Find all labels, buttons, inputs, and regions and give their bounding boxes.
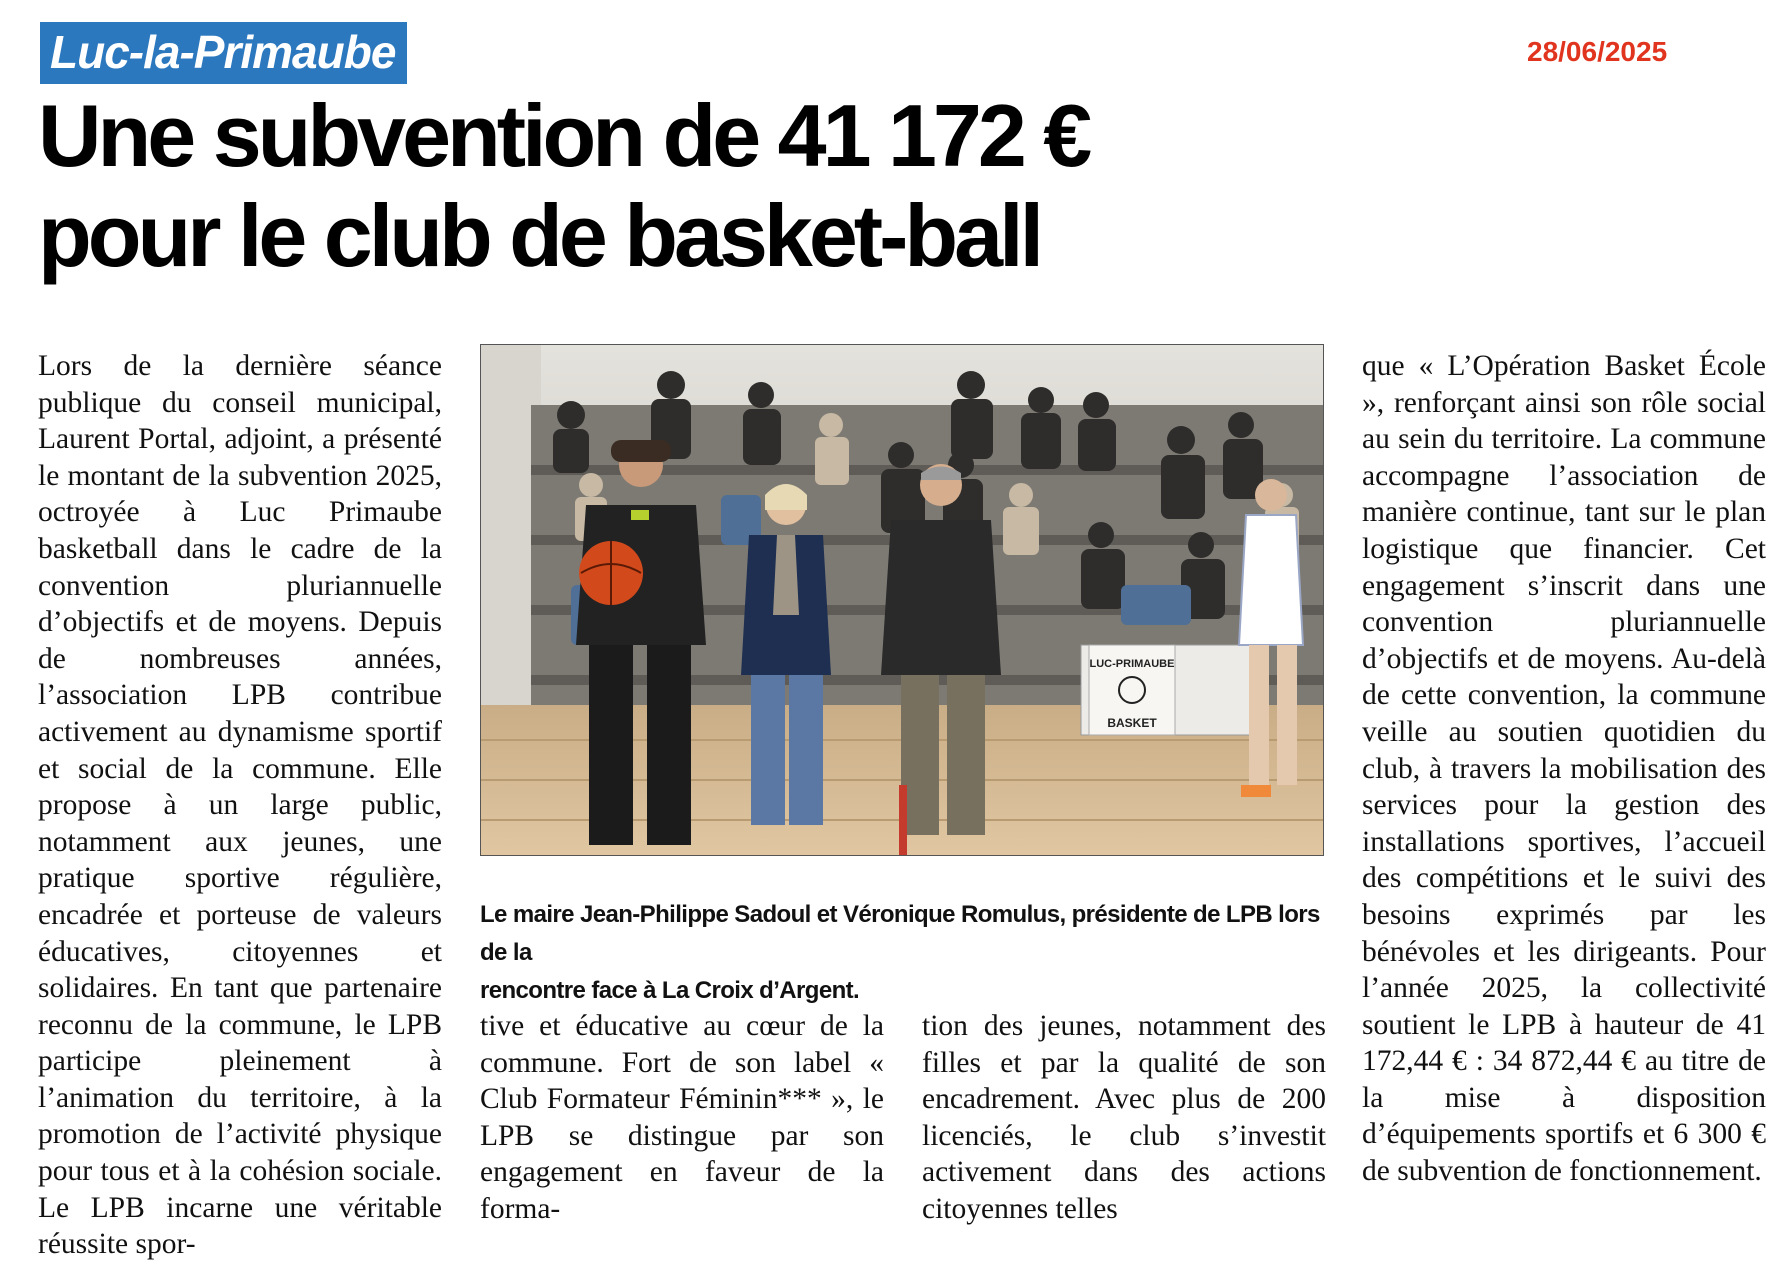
publication-date: 28/06/2025 — [1527, 36, 1668, 67]
club-logo — [1089, 645, 1175, 735]
headline — [38, 86, 1088, 286]
article-text-2: tive et éducative au cœur de la commune. Fort de son label « Club Formateur Féminin*** », le LPB se distingue par son engagement en faveur de la forma- — [480, 1010, 884, 1225]
headline-line-1: Une subvention de 41 172 € — [38, 86, 1089, 185]
article-text-3: tion des jeunes, notamment des filles et par la qualité de son encadrement. Avec plus de 200 licenciés, le club s’investit activement dans des actions citoyennes telles — [922, 1010, 1326, 1225]
club-logo-top-text: LUC-PRIMAUBE — [1089, 658, 1175, 670]
article-photo — [480, 344, 1324, 856]
article-text-4: que « L’Opération Basket École », renforçant ainsi son rôle social au sein du territoire. La commune accompagne l’association de manière continue, tant sur le plan logistique que financier. Cet engagement s’inscrit dans une convention pluriannuelle d’objectifs et de moyens. Au-delà de cette convention, la commune veille au soutien quotidien du club, à travers la mobilisation des services pour la gestion des installations sportives, l’accueil des compétitions et le suivi des besoins exprimés par les bénévoles et les dirigeants. Pour l’année 2025, la collectivité soutient le LPB à hauteur de 41 172,44 € : 34 872,44 € au titre de la mise à disposition d’équipements sportifs et 6 300 € de subvention de fonctionnement. — [1362, 350, 1766, 1188]
club-logo-bottom-text: BASKET — [1107, 716, 1157, 730]
headline-line-2: pour le club de basket-ball — [38, 186, 1041, 285]
article-column-3 — [922, 1008, 1326, 1228]
photo-caption — [480, 896, 1340, 1010]
article-column-1 — [38, 348, 442, 1263]
section-kicker: Luc-la-Primaube — [40, 22, 407, 84]
photo-caption-line-1: Le maire Jean-Philippe Sadoul et Véronique Romulus, présidente de LPB lors de la — [480, 901, 1320, 966]
photo-caption-line-2: rencontre face à La Croix d’Argent. — [480, 977, 860, 1004]
article-column-2 — [480, 1008, 884, 1228]
basketball-game-photo — [481, 345, 1323, 855]
article-column-4 — [1362, 348, 1766, 1190]
article-text-1: Lors de la dernière séance publique du conseil municipal, Laurent Portal, adjoint, a présenté le montant de la subvention 2025, octroyée à Luc Primaube basketball dans le cadre de la convention pluriannuelle d’objectifs et de moyens. Depuis de nombreuses années, l’association LPB contribue activement au dynamisme sportif et social de la commune. Elle propose à un large public, notamment aux jeunes, une pratique sportive régulière, encadrée et porteuse de valeurs éducatives, citoyennes et solidaires. En tant que partenaire reconnu de la commune, le LPB participe pleinement à l’animation du territoire, à la promotion de l’activité physique pour tous et à la cohésion sociale. Le LPB incarne une véritable réussite spor- — [38, 350, 442, 1261]
